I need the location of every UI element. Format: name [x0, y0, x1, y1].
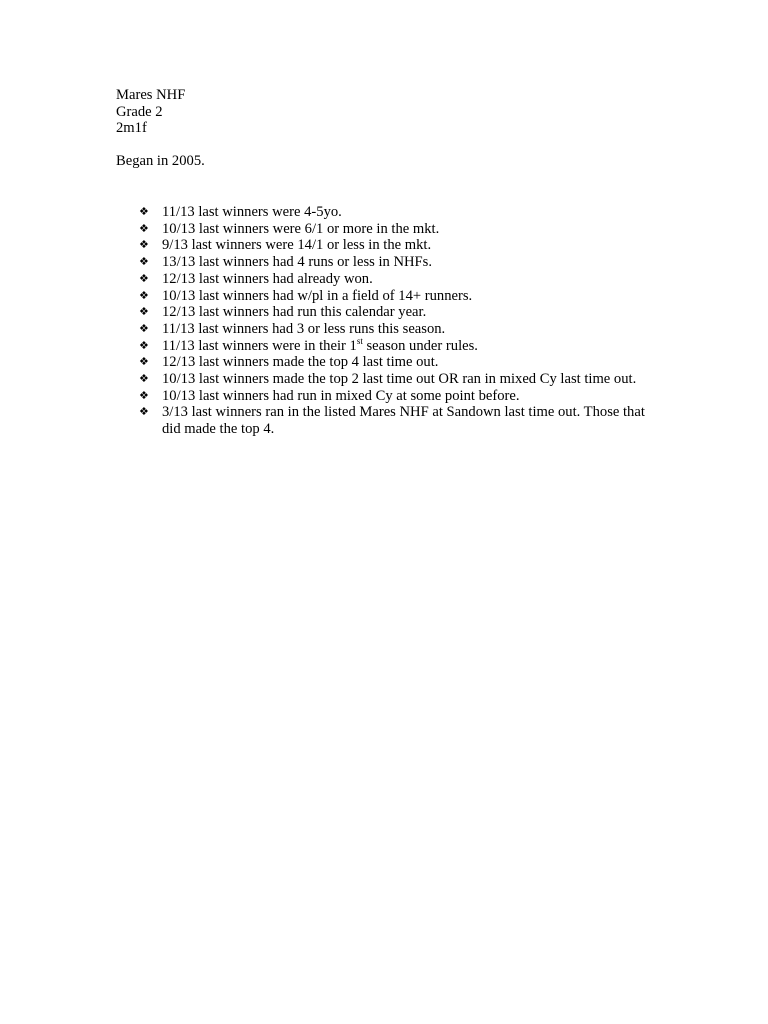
list-item-text: 9/13 last winners were 14/1 or less in the mkt. — [162, 237, 432, 254]
list-item — [139, 271, 659, 288]
race-distance: 2m1f — [116, 120, 147, 137]
list-item — [139, 371, 659, 388]
race-grade: Grade 2 — [116, 103, 163, 120]
four-diamond-bullet-icon: ❖ — [139, 372, 149, 386]
four-diamond-bullet-icon: ❖ — [139, 271, 149, 285]
list-item-text: 3/13 last winners ran in the listed Mares NHF at Sandown last time out. Those that did made the top 4. — [162, 404, 645, 438]
list-item — [139, 335, 659, 355]
list-item-text: 12/13 last winners made the top 4 last time out. — [162, 354, 439, 371]
list-item-text-part: 11/13 last winners were in their 1 — [162, 337, 357, 354]
race-header — [116, 87, 185, 137]
list-item — [139, 254, 659, 271]
ordinal-superscript: st — [356, 335, 363, 346]
list-item — [139, 304, 659, 321]
list-item — [139, 204, 659, 221]
four-diamond-bullet-icon: ❖ — [139, 355, 149, 369]
four-diamond-bullet-icon: ❖ — [139, 405, 149, 419]
four-diamond-bullet-icon: ❖ — [139, 388, 149, 402]
list-item — [139, 221, 659, 238]
four-diamond-bullet-icon: ❖ — [139, 205, 149, 218]
list-item-text: 10/13 last winners were 6/1 or more in the mkt. — [162, 220, 440, 237]
trends-list — [139, 204, 659, 438]
race-title: Mares NHF — [116, 87, 186, 103]
list-item-text: 10/13 last winners had run in mixed Cy at some point before. — [162, 387, 520, 404]
four-diamond-bullet-icon: ❖ — [139, 221, 149, 235]
list-item — [139, 354, 659, 371]
four-diamond-bullet-icon: ❖ — [139, 305, 149, 319]
list-item-text: 13/13 last winners had 4 runs or less in NHFs. — [162, 254, 432, 271]
list-item-text: 10/13 last winners had w/pl in a field of 14+ runners. — [162, 287, 473, 304]
list-item — [139, 237, 659, 254]
list-item — [139, 321, 659, 338]
list-item-text: 12/13 last winners had run this calendar year. — [162, 304, 427, 321]
list-item-text: 10/13 last winners made the top 2 last time out OR ran in mixed Cy last time out. — [162, 371, 637, 388]
four-diamond-bullet-icon: ❖ — [139, 255, 149, 269]
list-item-text: 12/13 last winners had already won. — [162, 270, 373, 287]
intro-text: Began in 2005. — [116, 153, 205, 169]
four-diamond-bullet-icon: ❖ — [139, 338, 149, 352]
list-item — [139, 288, 659, 305]
list-item — [139, 404, 659, 437]
list-item-text-part: season under rules. — [362, 337, 478, 354]
list-item-text: 11/13 last winners had 3 or less runs this season. — [162, 320, 446, 337]
four-diamond-bullet-icon: ❖ — [139, 238, 149, 252]
list-item — [139, 388, 659, 405]
list-item-text — [162, 335, 478, 354]
four-diamond-bullet-icon: ❖ — [139, 288, 149, 302]
list-item-text: 11/13 last winners were 4-5yo. — [162, 204, 342, 220]
four-diamond-bullet-icon: ❖ — [139, 321, 149, 335]
